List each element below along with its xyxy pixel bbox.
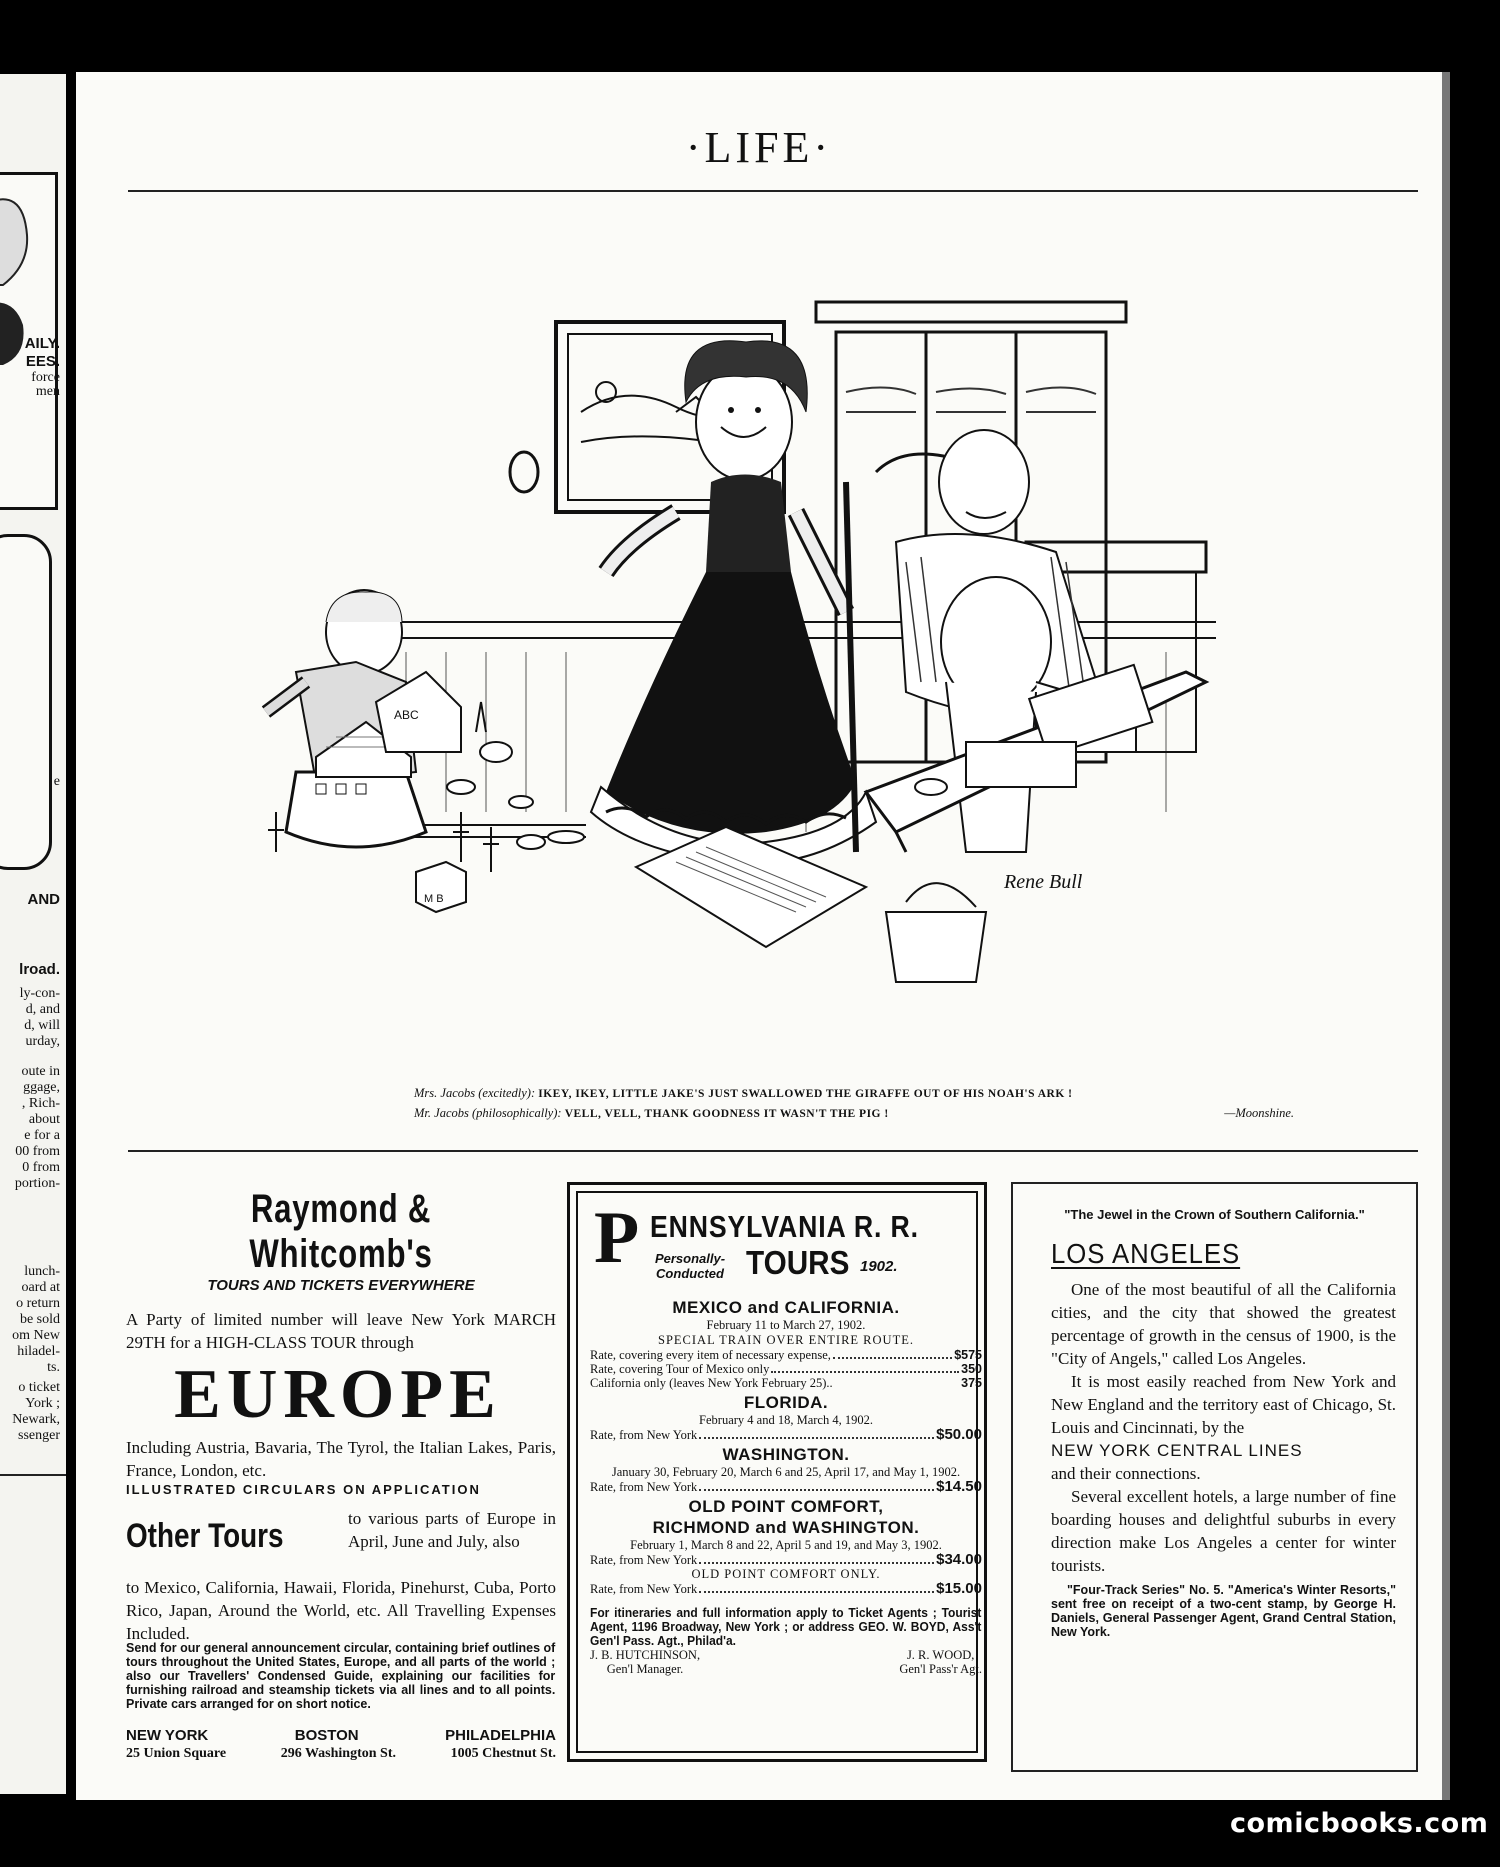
rate-line	[590, 1428, 982, 1442]
caption-manner: (excitedly):	[478, 1086, 536, 1100]
signatory-name: J. B. HUTCHINSON,	[590, 1648, 701, 1662]
rate-label: Rate, from New York	[590, 1428, 698, 1442]
magazine-page	[76, 72, 1442, 1800]
railroad-name: ENNSYLVANIA R. R.	[650, 1209, 919, 1244]
rate-amount: 375	[961, 1376, 982, 1390]
left-text-line: ggage,	[23, 1080, 60, 1095]
section-note: OLD POINT COMFORT ONLY.	[691, 1567, 881, 1581]
rate-line	[590, 1362, 982, 1376]
rate-label: Rate, from New York	[590, 1553, 698, 1567]
section-dates: February 1, March 8 and 22, April 5 and 19, and May 3, 1902.	[630, 1538, 942, 1552]
left-text-line: e for a	[24, 1128, 60, 1143]
left-text-line: EES.	[25, 353, 60, 370]
rate-line	[590, 1480, 982, 1494]
rate-amount: $14.50	[936, 1478, 982, 1495]
left-text-line: ly-con-	[19, 986, 60, 1001]
rate-amount: 350	[961, 1362, 982, 1376]
other-tours-heading: Other Tours	[126, 1517, 284, 1555]
rate-amount: $15.00	[936, 1580, 982, 1597]
ad-paragraph: One of the most beautiful of all the California cities, and the city that showed the greatest percentage of growth in the census of 1900, is the "City of Angels," called Los Angeles.	[1051, 1280, 1396, 1368]
left-text-line: York ;	[25, 1396, 60, 1411]
left-text-line: AND	[27, 891, 60, 908]
other-tours-block	[126, 1507, 556, 1643]
left-text-line: , Rich-	[21, 1096, 60, 1111]
section-title: FLORIDA.	[743, 1393, 829, 1412]
office-addresses	[126, 1746, 556, 1762]
railroad-lines-name: NEW YORK CENTRAL LINES	[1051, 1441, 1303, 1460]
woman-figure	[591, 341, 876, 864]
caption-line	[414, 1104, 1314, 1124]
ad-paragraph: Several excellent hotels, a large number of fine boarding houses and delightful suburbs in every direction make Los Angeles a center for winter tourists.	[1051, 1487, 1396, 1575]
rate-line	[590, 1582, 982, 1596]
personally-conducted	[640, 1251, 740, 1281]
ad-paragraph-text: and their connections.	[1051, 1464, 1201, 1483]
rate-label: Rate, covering every item of necessary expense,	[590, 1348, 831, 1362]
left-text-line: lroad.	[19, 961, 60, 978]
letter-cube-block	[416, 862, 466, 912]
rate-amount: $575	[954, 1348, 982, 1362]
artist-signature: Rene Bull	[1004, 871, 1083, 893]
caption-speaker: Mrs. Jacobs	[414, 1086, 476, 1100]
ad-info: For itineraries and full information apply to Ticket Agents ; Tourist Agent, 1196 Broadway, New York ; or address GEO. W. BOYD, Ass't Gen'l Pass. Agt., Philad'a.	[590, 1606, 982, 1648]
abc-block-label: ABC	[394, 708, 419, 722]
left-text-line: o return	[16, 1296, 60, 1311]
left-text-line: lunch-	[24, 1264, 60, 1279]
site-watermark: comicbooks.com	[1230, 1808, 1489, 1839]
other-tours-rest: to Mexico, California, Hawaii, Florida, Pinehurst, Cuba, Porto Rico, Japan, Around the World, etc. All Travelling Expenses Included.	[126, 1578, 556, 1643]
ad-including: Including Austria, Bavaria, The Tyrol, the Italian Lakes, Paris, France, London, etc.	[126, 1438, 556, 1480]
left-page-strip	[0, 74, 66, 1794]
left-text-line: ssenger	[18, 1428, 60, 1443]
section-dates: February 4 and 18, March 4, 1902.	[699, 1413, 873, 1427]
ad-fine-print: Send for our general announcement circular, containing brief outlines of tours throughout the United States, Europe, and all parts of the world ; also our Travellers' Condensed Guide, explaining our facilities for furnishing railroad and steamship tickets via all lines and to all points. Private cars arranged for on short notice.	[126, 1640, 556, 1711]
city-name: PHILADELPHIA	[445, 1727, 556, 1744]
signatory	[899, 1648, 982, 1676]
left-rule	[0, 1474, 66, 1476]
oval-portrait	[510, 452, 538, 492]
office-address: 25 Union Square	[126, 1746, 227, 1761]
left-text-line: about	[28, 1112, 60, 1127]
left-text-line: be sold	[19, 1312, 60, 1327]
ads-separator-rule	[128, 1150, 1418, 1152]
left-text-line: AILY.	[24, 335, 60, 352]
page-edge-shadow	[1442, 72, 1450, 1800]
pennsylvania-rr-ad	[567, 1182, 987, 1762]
left-text-line: Newark,	[12, 1412, 60, 1427]
ad-inner-border	[576, 1191, 982, 1753]
caption-speaker: Mr. Jacobs	[414, 1106, 469, 1120]
masthead-title: ·LIFE·	[685, 123, 833, 172]
europe-heading: EUROPE	[174, 1356, 502, 1433]
ad-paragraph-text: It is most easily reached from New York and New England and the territory east of Chicago, St. Louis and Cincinnati, by the	[1051, 1372, 1396, 1437]
cartoon-illustration	[206, 212, 1316, 1132]
signatory-title: Gen'l Pass'r Agt.	[899, 1662, 982, 1676]
left-text-line: d, and	[25, 1002, 60, 1017]
left-text-line: o ticket	[18, 1380, 60, 1395]
ad-title: Raymond & Whitcomb's	[249, 1187, 433, 1276]
ad-fine-print: "Four-Track Series" No. 5. "America's Winter Resorts," sent free on receipt of a two-cent stamp, by George H. Daniels, General Passenger Agent, Grand Central Station, New York.	[1051, 1583, 1396, 1639]
left-text-line: 0 from	[22, 1160, 60, 1175]
caption-dialogue: IKEY, IKEY, LITTLE JAKE'S JUST SWALLOWED THE GIRAFFE OUT OF HIS NOAH'S ARK !	[538, 1088, 1073, 1100]
ad-body	[590, 1295, 982, 1676]
office-cities	[126, 1727, 556, 1744]
ad-paragraph	[1051, 1370, 1396, 1485]
caption-manner: (philosophically):	[471, 1106, 562, 1120]
rate-line	[590, 1553, 982, 1567]
ad-intro: A Party of limited number will leave New York MARCH 29TH for a HIGH-CLASS TOUR through	[126, 1310, 556, 1352]
ad-body	[1051, 1278, 1396, 1577]
wastebasket	[886, 883, 986, 982]
section-note: SPECIAL TRAIN OVER ENTIRE ROUTE.	[658, 1333, 914, 1347]
section-dates: February 11 to March 27, 1902.	[706, 1318, 866, 1332]
signatory-name: J. R. WOOD,	[906, 1648, 975, 1662]
section-title: OLD POINT COMFORT,	[688, 1497, 884, 1516]
signatory-title: Gen'l Manager.	[606, 1662, 684, 1676]
section-dates: January 30, February 20, March 6 and 25, April 17, and May 1, 1902.	[611, 1465, 961, 1479]
signatories	[590, 1648, 982, 1676]
left-text-line: ts.	[47, 1360, 60, 1375]
caption-dialogue: VELL, VELL, THANK GOODNESS IT WASN'T THE PIG !	[564, 1108, 889, 1120]
left-text-line: urday,	[25, 1034, 60, 1049]
rate-amount: $34.00	[936, 1551, 982, 1568]
ad-title: LOS ANGELES	[1051, 1238, 1241, 1269]
rate-line	[590, 1376, 982, 1390]
ad-subtitle: TOURS AND TICKETS EVERYWHERE	[207, 1277, 475, 1294]
left-text-line: oard at	[21, 1280, 60, 1295]
window-cornice	[816, 302, 1126, 322]
left-text-line: portion-	[14, 1176, 60, 1191]
cube-block-label: M B	[424, 893, 444, 905]
personally-label: Personally-	[654, 1251, 726, 1266]
signatory	[590, 1648, 700, 1676]
left-text-line: om New	[12, 1328, 60, 1343]
rate-label: California only (leaves New York February 25)..	[590, 1376, 833, 1390]
left-text-line: hiladel-	[17, 1344, 60, 1359]
left-page-box-rounded	[0, 534, 52, 870]
left-text-line: force	[31, 370, 60, 385]
rate-label: Rate, from New York	[590, 1480, 698, 1494]
ad-circulars: ILLUSTRATED CIRCULARS ON APPLICATION	[126, 1482, 481, 1497]
left-text-line: d, will	[24, 1018, 60, 1033]
tours-heading: TOURS	[746, 1244, 850, 1281]
section-title: WASHINGTON.	[722, 1445, 850, 1464]
left-text-line: oute in	[21, 1064, 60, 1079]
rate-label: Rate, from New York	[590, 1582, 698, 1596]
caption-source: —Moonshine.	[1224, 1106, 1294, 1120]
left-text-line: e	[53, 774, 60, 789]
conducted-label: Conducted	[656, 1266, 724, 1281]
left-text-line: men	[35, 384, 60, 399]
section-title: RICHMOND and WASHINGTON.	[652, 1518, 920, 1537]
tours-year: 1902.	[860, 1258, 898, 1275]
ad-header	[588, 1197, 988, 1291]
other-tours-text: to various parts of Europe in April, June and July, also	[348, 1509, 556, 1551]
drop-cap: P	[594, 1197, 640, 1279]
cartoon-caption	[414, 1084, 1314, 1124]
ad-quote: "The Jewel in the Crown of Southern California."	[1064, 1207, 1365, 1222]
masthead-rule	[128, 190, 1418, 192]
city-name: BOSTON	[294, 1727, 359, 1744]
raymond-whitcomb-ad	[126, 1187, 556, 1762]
rate-amount: $50.00	[936, 1426, 982, 1443]
section-title: MEXICO and CALIFORNIA.	[672, 1298, 900, 1317]
left-text-line: 00 from	[15, 1144, 60, 1159]
city-name: NEW YORK	[126, 1727, 209, 1744]
los-angeles-ad	[1011, 1182, 1418, 1772]
rate-label: Rate, covering Tour of Mexico only	[590, 1362, 770, 1376]
caption-line	[414, 1084, 1314, 1104]
rate-line	[590, 1348, 982, 1362]
office-address: 1005 Chestnut St.	[450, 1746, 556, 1761]
office-address: 296 Washington St.	[280, 1746, 396, 1761]
